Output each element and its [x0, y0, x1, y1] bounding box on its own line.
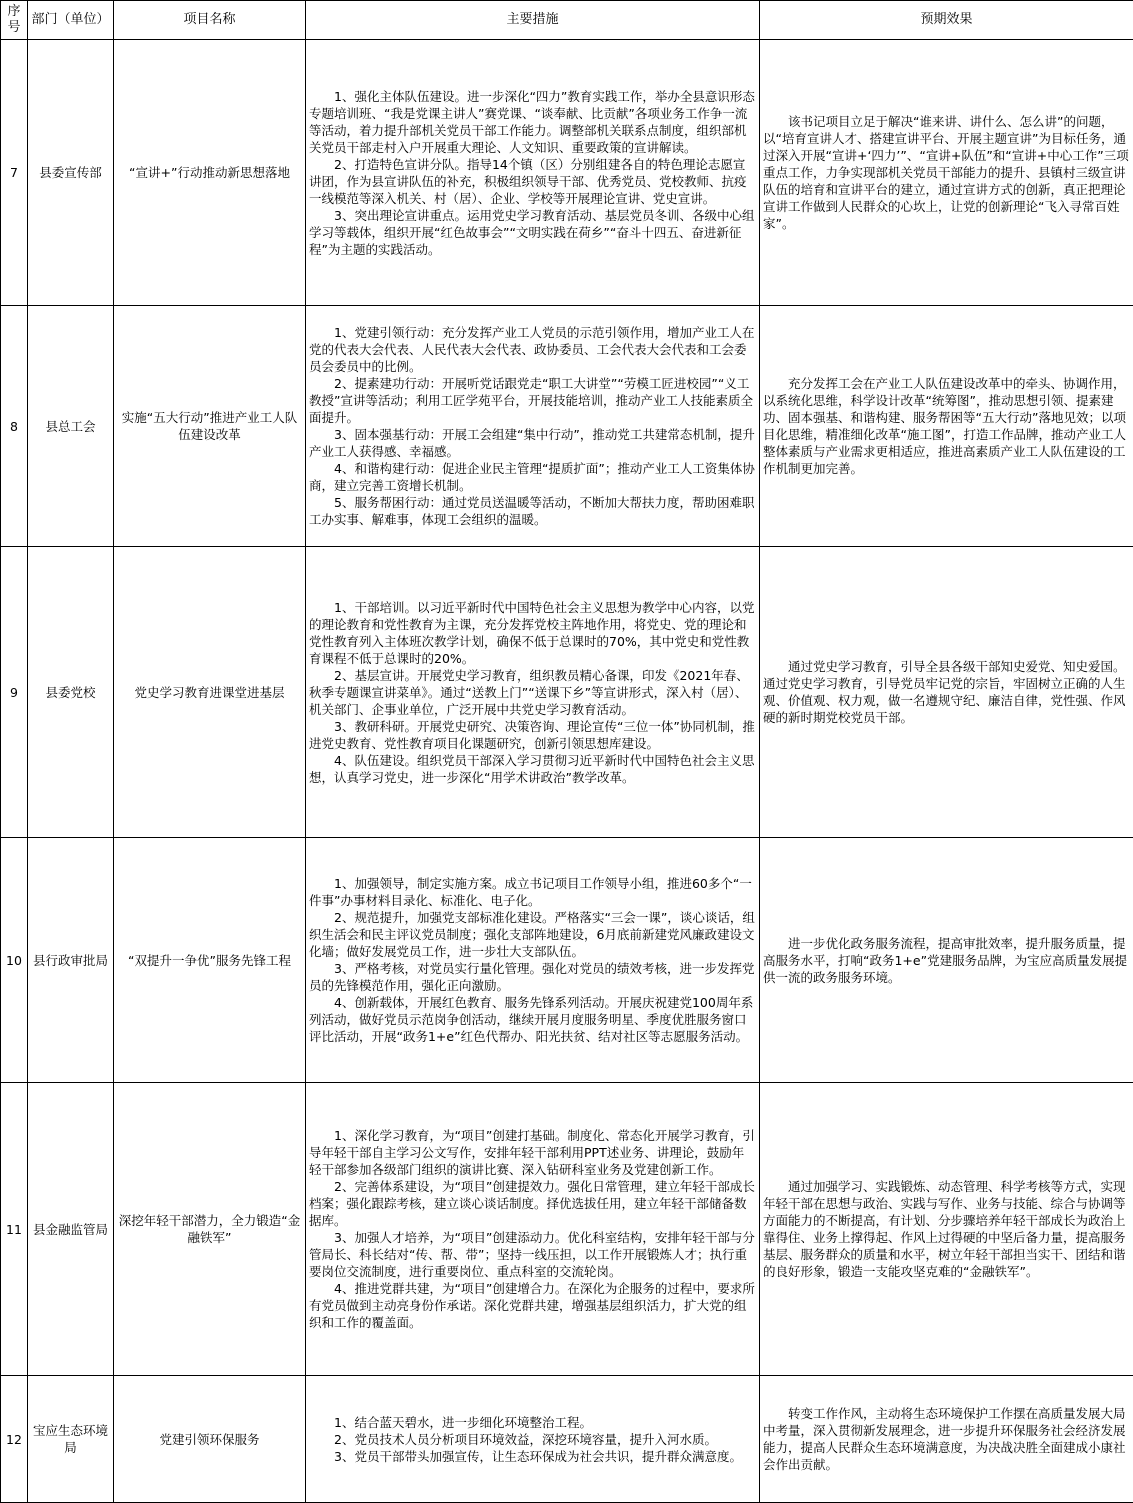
row-dept: 县委党校: [28, 547, 114, 838]
table-row: [1, 1083, 1133, 1376]
measure-item: 1、强化主体队伍建设。进一步深化“四力”教育实践工作，举办全县意识形态专题培训班、“我是党课主讲人”赛党课、“谈奉献、比贡献”各项业务工作争一流等活动，着力提升部机关党员干部工作能力。调整部机关联系点制度，组织部机关党员干部走村入户开展重大理论、人文知识、重要政策的宣讲解读。: [309, 88, 756, 156]
row-measures: [306, 1376, 760, 1503]
row-effects: [760, 1083, 1133, 1376]
measure-item: 1、党建引领行动：充分发挥产业工人党员的示范引领作用，增加产业工人在党的代表大会代表、人民代表大会代表、政协委员、工会代表大会代表和工会委员会委员中的比例。: [309, 324, 756, 375]
effect-text: 该书记项目立足于解决“谁来讲、讲什么、怎么讲”的问题，以“培育宣讲人才、搭建宣讲平台、开展主题宣讲”为目标任务，通过深入开展“宣讲+‘四力’”、“宣讲+队伍”和“宣讲+中心工作”三项重点工作，力争实现部机关党员干部能力的提升、县镇村三级宣讲队伍的培育和宣讲平台的建立，通过宣讲方式的创新，真正把理论宣讲工作做到人民群众的心坎上，让党的创新理论“飞入寻常百姓家”。: [763, 113, 1130, 232]
measure-item: 3、突出理论宣讲重点。运用党史学习教育活动、基层党员冬训、各级中心组学习等载体，组织开展“红色故事会”“文明实践在荷乡”“奋斗十四五、奋进新征程”为主题的实践活动。: [309, 207, 756, 258]
row-project: 党建引领环保服务: [114, 1376, 306, 1503]
measure-item: 2、规范提升，加强党支部标准化建设。严格落实“三会一课”，谈心谈话，组织生活会和民主评议党员制度；强化支部阵地建设，6月底前新建党风廉政建设文化墙；做好发展党员工作，进一步壮大支部队伍。: [309, 909, 756, 960]
table-row: [1, 838, 1133, 1083]
row-measures: [306, 1083, 760, 1376]
measure-item: 2、基层宣讲。开展党史学习教育，组织教员精心备课，印发《2021年春、秋季专题课宣讲菜单》。通过“送教上门”“送课下乡”等宣讲形式，深入村（居）、机关部门、企事业单位，广泛开展中共党史学习教育活动。: [309, 667, 756, 718]
measure-item: 4、和谐构建行动：促进企业民主管理“提质扩面”；推动产业工人工资集体协商，建立完善工资增长机制。: [309, 460, 756, 494]
row-project: 党史学习教育进课堂进基层: [114, 547, 306, 838]
measure-item: 2、提素建功行动：开展听党话跟党走“职工大讲堂”“劳模工匠进校园”“义工教授”宣讲等活动；利用工匠学苑平台，开展技能培训，推动产业工人技能素质全面提升。: [309, 375, 756, 426]
row-effects: [760, 1376, 1133, 1503]
row-project: “宣讲+”行动推动新思想落地: [114, 40, 306, 306]
row-dept: 县总工会: [28, 306, 114, 547]
row-seq: 10: [1, 838, 28, 1083]
measure-item: 3、党员干部带头加强宣传，让生态环保成为社会共识，提升群众满意度。: [309, 1448, 756, 1465]
measure-item: 1、结合蓝天碧水，进一步细化环境整治工程。: [309, 1414, 756, 1431]
measure-item: 4、推进党群共建，为“项目”创建增合力。在深化为企服务的过程中，要求所有党员做到主动亮身份作承诺。深化党群共建，增强基层组织活力，扩大党的组织和工作的覆盖面。: [309, 1280, 756, 1331]
header-dept: 部门（单位）: [28, 1, 114, 40]
header-project: 项目名称: [114, 1, 306, 40]
row-measures: [306, 306, 760, 547]
table-row: [1, 40, 1133, 306]
row-seq: 7: [1, 40, 28, 306]
row-effects: [760, 306, 1133, 547]
table-row: [1, 547, 1133, 838]
row-effects: [760, 838, 1133, 1083]
effect-text: 转变工作作风，主动将生态环境保护工作摆在高质量发展大局中考量，深入贯彻新发展理念，进一步提升环保服务社会经济发展能力，提高人民群众生态环境满意度，为决战决胜全面建成小康社会作出贡献。: [763, 1405, 1130, 1473]
row-project: “双提升一争优”服务先锋工程: [114, 838, 306, 1083]
header-effects: 预期效果: [760, 1, 1133, 40]
row-dept: 县行政审批局: [28, 838, 114, 1083]
row-seq: 12: [1, 1376, 28, 1503]
row-seq: 11: [1, 1083, 28, 1376]
row-seq: 8: [1, 306, 28, 547]
row-measures: [306, 40, 760, 306]
row-effects: [760, 547, 1133, 838]
measure-item: 5、服务帮困行动：通过党员送温暖等活动，不断加大帮扶力度，帮助困难职工办实事、解难事，体现工会组织的温暖。: [309, 494, 756, 528]
header-measures: 主要措施: [306, 1, 760, 40]
measure-item: 3、严格考核，对党员实行量化管理。强化对党员的绩效考核，进一步发挥党员的先锋模范作用，强化正向激励。: [309, 960, 756, 994]
measure-item: 2、党员技术人员分析项目环境效益，深挖环境容量，提升入河水质。: [309, 1431, 756, 1448]
measure-item: 4、创新载体，开展红色教育、服务先锋系列活动。开展庆祝建党100周年系列活动，做好党员示范岗争创活动，继续开展月度服务明星、季度优胜服务窗口评比活动，开展“政务1+e”红色代帮办、阳光扶贫、结对社区等志愿服务活动。: [309, 994, 756, 1045]
effect-text: 通过加强学习、实践锻炼、动态管理、科学考核等方式，实现年轻干部在思想与政治、实践与写作、业务与技能、综合与协调等方面能力的不断提高，有计划、分步骤培养年轻干部成长为政治上靠得住、业务上撑得起、作风上过得硬的中坚后备力量，提高服务基层、服务群众的质量和水平，树立年轻干部担当实干、团结和谐的良好形象，锻造一支能攻坚克难的“金融铁军”。: [763, 1178, 1130, 1280]
row-dept: 宝应生态环境局: [28, 1376, 114, 1503]
row-measures: [306, 838, 760, 1083]
header-seq: 序号: [1, 1, 28, 40]
table-row: [1, 306, 1133, 547]
effect-text: 进一步优化政务服务流程，提高审批效率，提升服务质量，提高服务水平，打响“政务1+e”党建服务品牌，为宝应高质量发展提供一流的政务服务环境。: [763, 935, 1130, 986]
measure-item: 1、干部培训。以习近平新时代中国特色社会主义思想为教学中心内容，以党的理论教育和党性教育为主课，充分发挥党校主阵地作用，将党史、党的理论和党性教育列入主体班次教学计划，确保不低于总课时的70%，其中党史和党性教育课程不低于总课时的20%。: [309, 599, 756, 667]
measure-item: 3、加强人才培养，为“项目”创建添动力。优化科室结构，安排年轻干部与分管局长、科长结对“传、帮、带”；坚持一线压担，以工作开展锻炼人才；执行重要岗位交流制度，进行重要岗位、重点科室的交流轮岗。: [309, 1229, 756, 1280]
measure-item: 2、完善体系建设，为“项目”创建提效力。强化日常管理，建立年轻干部成长档案；强化跟踪考核，建立谈心谈话制度。择优选拔任用，建立年轻干部储备数据库。: [309, 1178, 756, 1229]
measure-item: 3、教研科研。开展党史研究、决策咨询、理论宣传“三位一体”协同机制，推进党史教育、党性教育项目化课题研究，创新引领思想库建设。: [309, 718, 756, 752]
row-dept: 县委宣传部: [28, 40, 114, 306]
effect-text: 充分发挥工会在产业工人队伍建设改革中的牵头、协调作用，以系统化思维，科学设计改革“统筹图”，推动思想引领、提素建功、固本强基、和谐构建、服务帮困等“五大行动”落地见效；以项目化思维，精准细化改革“施工图”，打造工作品牌，推动产业工人整体素质与产业需求更相适应，推进高素质产业工人队伍建设的工作机制更加完善。: [763, 375, 1130, 477]
measure-item: 3、固本强基行动：开展工会组建“集中行动”，推动党工共建常态机制，提升产业工人获得感、幸福感。: [309, 426, 756, 460]
measure-item: 1、深化学习教育，为“项目”创建打基础。制度化、常态化开展学习教育，引导年轻干部自主学习公文写作，安排年轻干部利用PPT述业务、讲理论，鼓励年轻干部参加各级部门组织的演讲比赛、深入钻研科室业务及党建创新工作。: [309, 1127, 756, 1178]
row-measures: [306, 547, 760, 838]
row-project: 深挖年轻干部潜力，全力锻造“金融铁军”: [114, 1083, 306, 1376]
measure-item: 2、打造特色宣讲分队。指导14个镇（区）分别组建各自的特色理论志愿宣讲团，作为县宣讲队伍的补充，积极组织领导干部、优秀党员、党校教师、抗疫一线模范等深入机关、村（居）、企业、学校等开展理论宣讲、党史宣讲。: [309, 156, 756, 207]
row-project: 实施“五大行动”推进产业工人队伍建设改革: [114, 306, 306, 547]
row-seq: 9: [1, 547, 28, 838]
measure-item: 4、队伍建设。组织党员干部深入学习贯彻习近平新时代中国特色社会主义思想，认真学习党史，进一步深化“用学术讲政治”教学改革。: [309, 752, 756, 786]
measure-item: 1、加强领导，制定实施方案。成立书记项目工作领导小组，推进60多个“一件事”办事材料目录化、标准化、电子化。: [309, 875, 756, 909]
effect-text: 通过党史学习教育，引导全县各级干部知史爱党、知史爱国。通过党史学习教育，引导党员牢记党的宗旨，牢固树立正确的人生观、价值观、权力观，做一名遵规守纪、廉洁自律，党性强、作风硬的新时期党校党员干部。: [763, 658, 1130, 726]
row-dept: 县金融监管局: [28, 1083, 114, 1376]
table-row: [1, 1376, 1133, 1503]
row-effects: [760, 40, 1133, 306]
header-row: [1, 1, 1133, 40]
